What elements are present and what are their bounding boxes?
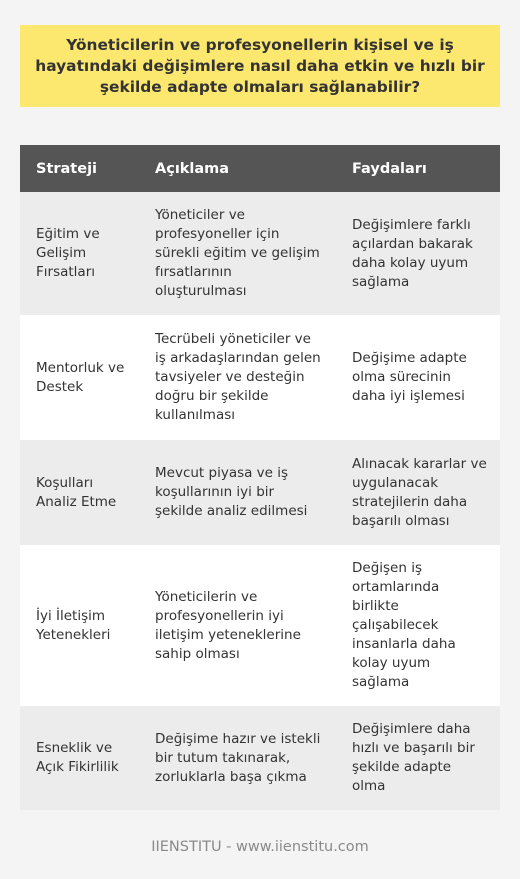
cell-description: Yöneticilerin ve profesyonellerin iyi iletişim yeteneklerine sahip olması [139,545,336,706]
header-description: Açıklama [139,145,336,192]
cell-benefits: Değişimlere daha hızlı ve başarılı bir şekilde adapte olma [336,706,500,810]
table-row [20,192,500,315]
cell-benefits: Alınacak kararlar ve uygulanacak stratejilerin daha başarılı olması [336,440,500,545]
table-row [20,706,500,810]
cell-strategy: Mentorluk ve Destek [20,315,139,440]
table-header-row [20,145,500,192]
footer-credit: IIENSTITU - www.iienstitu.com [151,839,369,855]
cell-benefits: Değişen iş ortamlarında birlikte çalışabilecek insanlarla daha kolay uyum sağlama [336,545,500,706]
cell-strategy: İyi İletişim Yetenekleri [20,545,139,706]
cell-strategy: Esneklik ve Açık Fikirlilik [20,706,139,810]
cell-benefits: Değişimlere farklı açılardan bakarak daha kolay uyum sağlama [336,192,500,315]
cell-description: Yöneticiler ve profesyoneller için sürekli eğitim ve gelişim fırsatlarının oluşturulması [139,192,336,315]
title-banner [20,25,500,107]
cell-benefits: Değişime adapte olma sürecinin daha iyi işlemesi [336,315,500,440]
cell-description: Tecrübeli yöneticiler ve iş arkadaşlarından gelen tavsiyeler ve desteğin doğru bir şekilde kullanılması [139,315,336,440]
cell-strategy: Eğitim ve Gelişim Fırsatları [20,192,139,315]
cell-description: Değişime hazır ve istekli bir tutum takınarak, zorluklarla başa çıkma [139,706,336,810]
cell-description: Mevcut piyasa ve iş koşullarının iyi bir şekilde analiz edilmesi [139,440,336,545]
cell-strategy: Koşulları Analiz Etme [20,440,139,545]
page-title: Yöneticilerin ve profesyonellerin kişisel ve iş hayatındaki değişimlere nasıl daha etkin ve hızlı bir şekilde adapte olmaları sağlanabilir? [35,35,485,96]
table-row [20,440,500,545]
table-row [20,545,500,706]
strategy-table [20,145,500,810]
table-row [20,315,500,440]
header-benefits: Faydaları [336,145,500,192]
header-strategy: Strateji [20,145,139,192]
